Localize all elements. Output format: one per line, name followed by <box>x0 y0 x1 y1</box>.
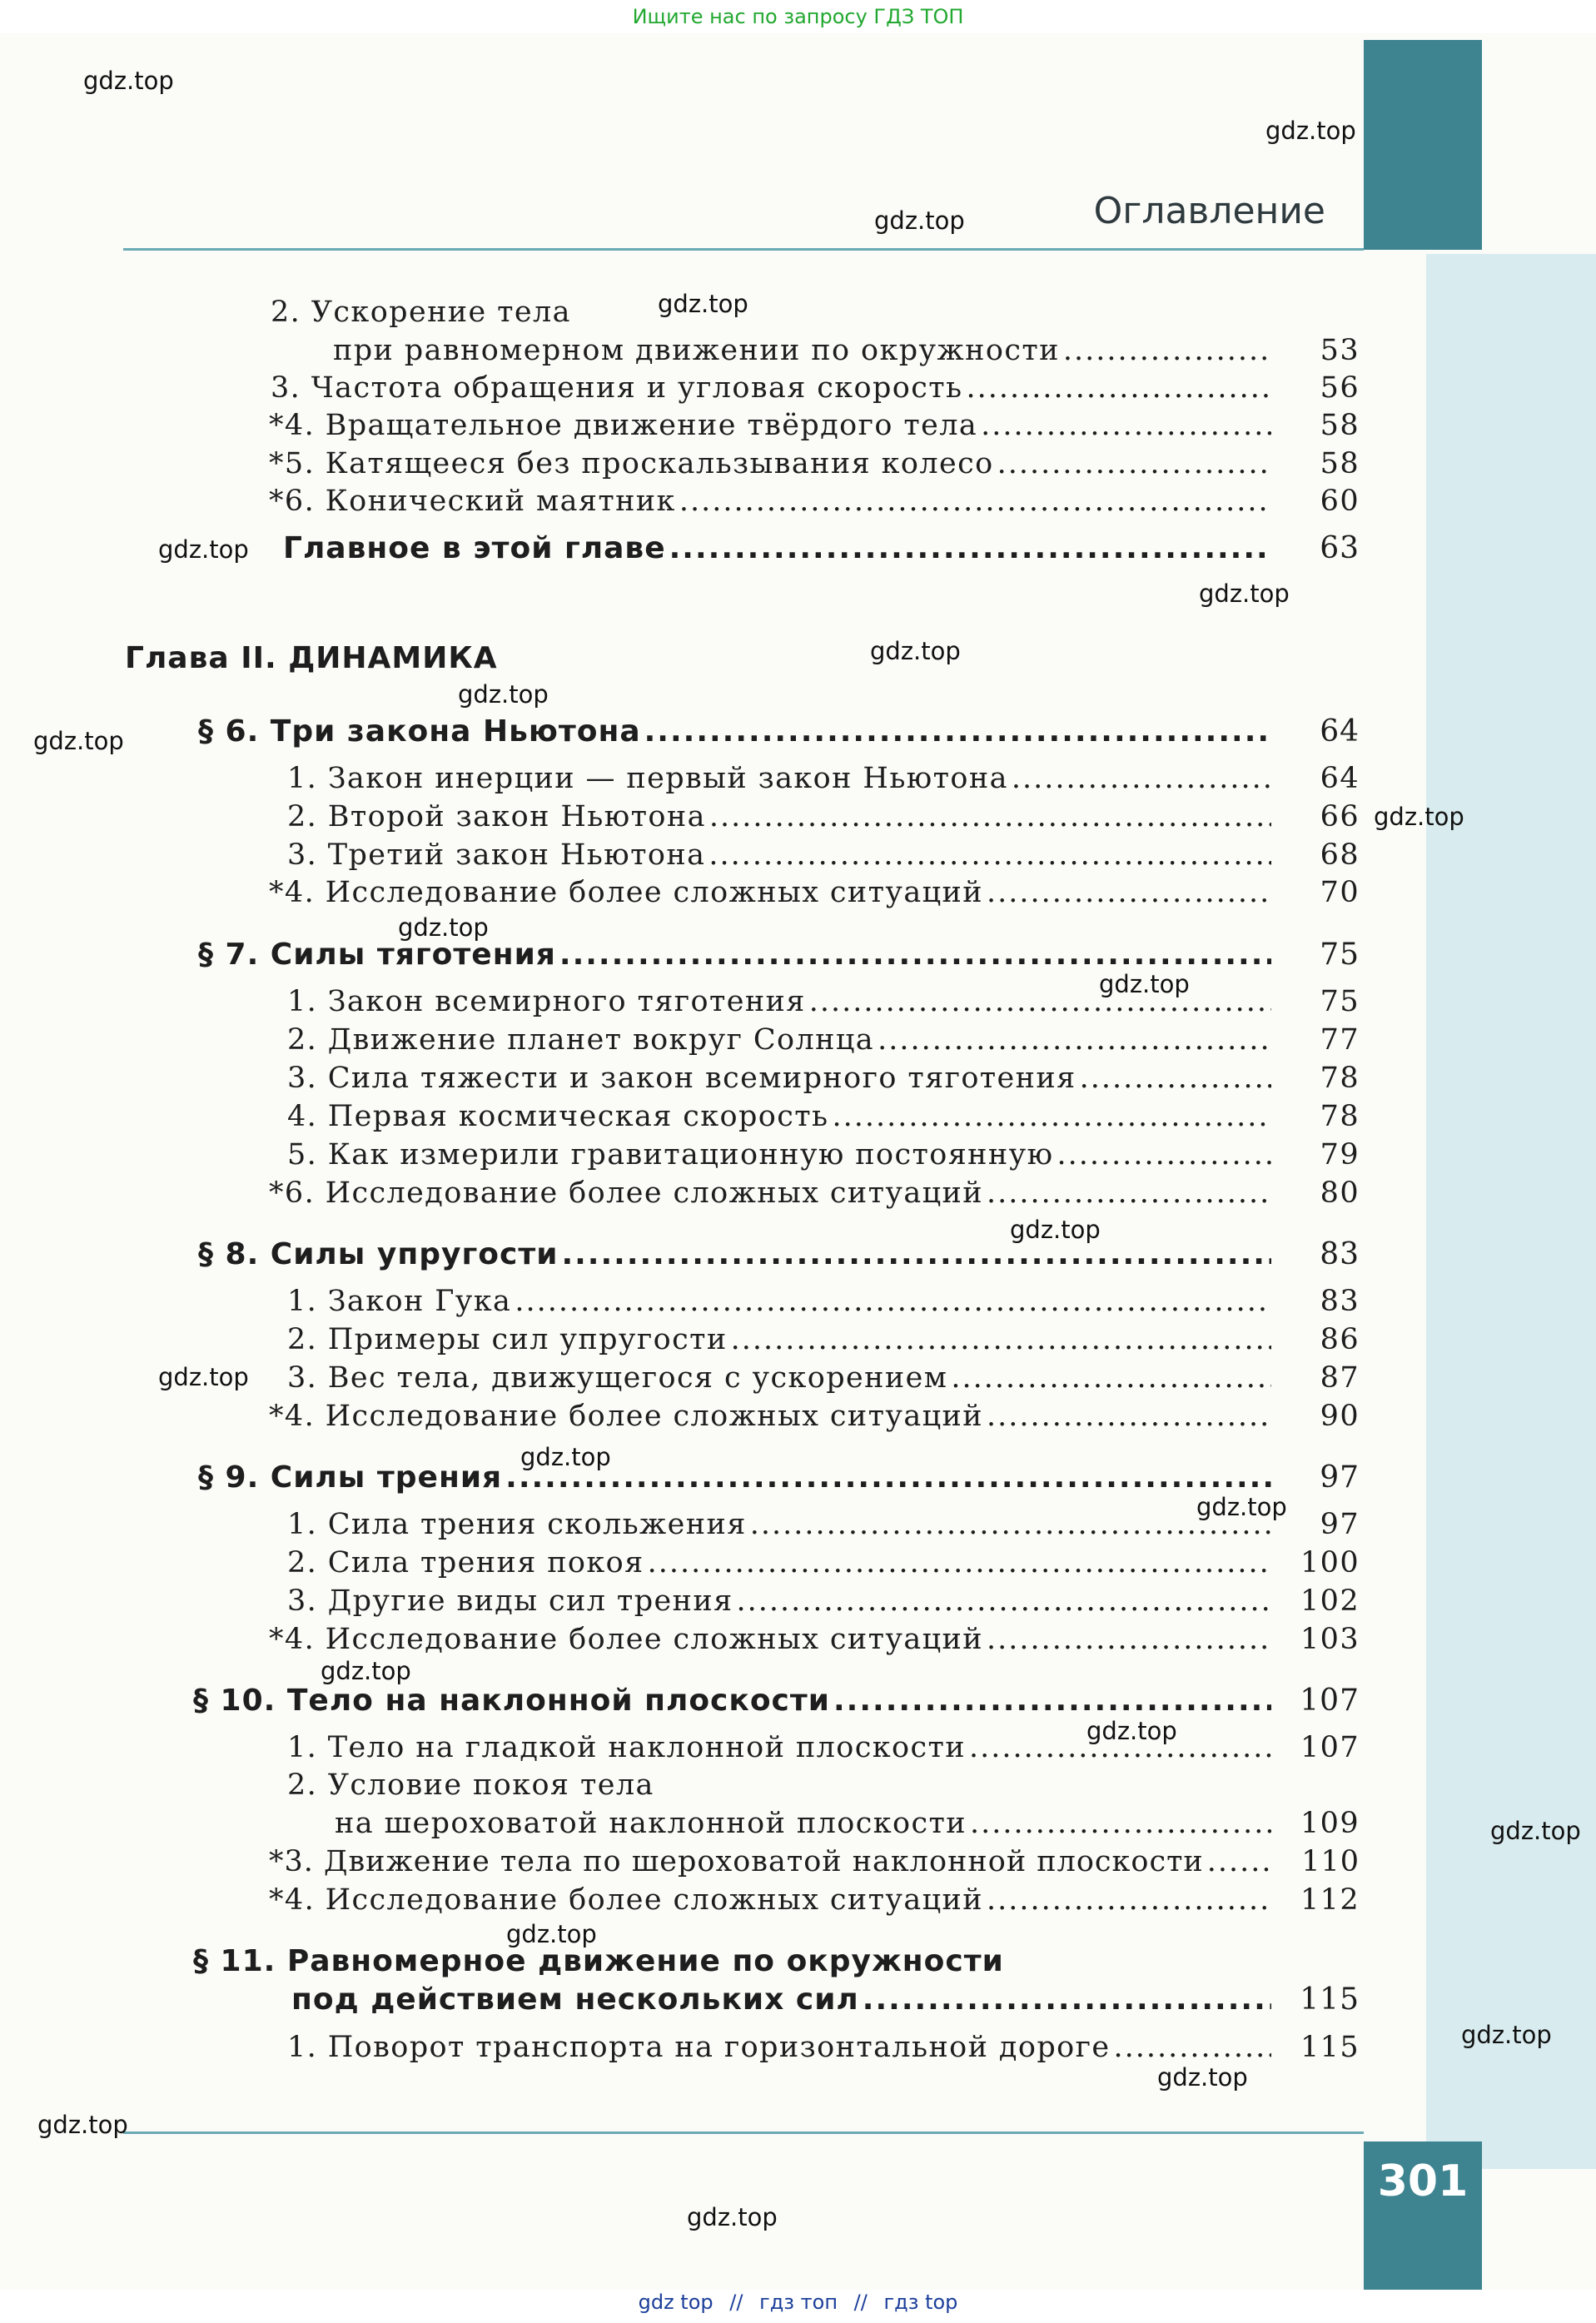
toc-page: 83 <box>1320 1285 1360 1318</box>
leader-dots <box>863 1982 1271 2017</box>
leader-dots <box>987 1623 1271 1656</box>
toc-entry: 2. Условие покоя тела <box>287 1768 654 1802</box>
watermark: gdz.top <box>1265 117 1356 145</box>
leader-dots <box>669 531 1271 565</box>
toc-page: 79 <box>1320 1138 1360 1171</box>
watermark: gdz.top <box>687 2203 778 2231</box>
toc-page: 64 <box>1320 762 1360 795</box>
toc-entry <box>287 1323 1360 1356</box>
toc-entry-label: *4. Исследование более сложных ситуаций <box>269 876 983 909</box>
toc-entry-label: 1. Закон инерции — первый закон Ньютона <box>287 762 1008 795</box>
toc-entry <box>198 1460 1360 1495</box>
leader-dots <box>833 1684 1271 1718</box>
toc-entry-label: *4. Исследование более сложных ситуаций <box>269 1883 983 1917</box>
leader-dots <box>987 1400 1271 1433</box>
toc-page: 97 <box>1320 1508 1360 1541</box>
leader-dots <box>997 447 1271 480</box>
toc-entry-label: *4. Исследование более сложных ситуаций <box>269 1623 983 1656</box>
toc-entry-label: § 10. Тело на наклонной плоскости <box>193 1684 830 1718</box>
watermark: gdz.top <box>1157 2063 1248 2092</box>
leader-dots <box>644 714 1271 749</box>
toc-entry-label: *5. Катящееся без проскальзывания колесо <box>269 447 994 480</box>
toc-entry <box>287 2031 1360 2064</box>
toc-entry <box>198 1237 1360 1271</box>
watermark: gdz.top <box>1490 1817 1581 1845</box>
page-number: 301 <box>1377 2156 1469 2206</box>
watermark: gdz.top <box>658 290 748 318</box>
toc-entry <box>283 531 1360 565</box>
leader-dots <box>648 1546 1271 1579</box>
watermark: gdz.top <box>37 2111 128 2139</box>
toc-entry-label: 2. Сила трения покоя <box>287 1546 644 1579</box>
toc-entry-label: § 9. Силы трения <box>198 1460 503 1495</box>
toc-entry-label: 3. Сила тяжести и закон всемирного тяготения <box>287 1062 1076 1095</box>
leader-dots <box>809 985 1271 1018</box>
toc-page: 63 <box>1320 531 1360 565</box>
watermark: gdz.top <box>83 67 174 95</box>
toc-page: 109 <box>1300 1807 1360 1840</box>
toc-entry-label: 2. Примеры сил упругости <box>287 1323 728 1356</box>
leader-dots <box>709 800 1271 833</box>
footer-links <box>0 2286 1596 2319</box>
toc-entry <box>287 800 1360 833</box>
toc-page: 77 <box>1320 1023 1360 1057</box>
leader-dots <box>731 1323 1271 1356</box>
toc-page: 115 <box>1300 2031 1360 2064</box>
toc-page: 70 <box>1320 876 1360 909</box>
toc-page: 75 <box>1320 985 1360 1018</box>
toc-entry <box>269 1883 1360 1917</box>
toc-entry <box>269 409 1360 442</box>
toc-page: 87 <box>1320 1361 1360 1395</box>
toc-page: 86 <box>1320 1323 1360 1356</box>
toc-entry <box>269 1400 1360 1433</box>
footer-link-gdz-top-ru[interactable]: гдз топ <box>759 2291 838 2314</box>
toc-entry-label: *6. Конический маятник <box>269 485 676 518</box>
toc-entry <box>287 1546 1360 1579</box>
watermark: gdz.top <box>874 206 965 235</box>
watermark: gdz.top <box>870 637 961 665</box>
toc-entry <box>335 1807 1360 1840</box>
toc-page: 100 <box>1300 1546 1360 1579</box>
chapter-heading: Глава II. ДИНАМИКА <box>125 641 498 675</box>
leader-dots <box>987 1176 1271 1210</box>
toc-page: 78 <box>1320 1100 1360 1133</box>
watermark: gdz.top <box>1461 2021 1552 2049</box>
toc-entry <box>269 447 1360 480</box>
watermark: gdz.top <box>321 1657 411 1685</box>
toc-entry <box>287 1138 1360 1171</box>
leader-dots <box>750 1508 1271 1541</box>
leader-dots <box>1113 2031 1271 2064</box>
leader-dots <box>987 1883 1271 1917</box>
top-banner-link[interactable]: Ищите нас по запросу ГДЗ ТОП <box>632 5 964 28</box>
watermark: gdz.top <box>506 1920 597 1948</box>
toc-page: 83 <box>1320 1237 1360 1271</box>
leader-dots <box>1207 1845 1271 1878</box>
toc-entry-label: при равномерном движении по окружности <box>333 334 1060 367</box>
toc-page: 56 <box>1320 371 1360 405</box>
toc-entry <box>287 1100 1360 1133</box>
watermark: gdz.top <box>458 680 549 709</box>
leader-dots <box>505 1460 1271 1495</box>
footer-link-gdz-top[interactable]: gdz top <box>638 2291 713 2314</box>
watermark: gdz.top <box>158 535 249 564</box>
toc-page: 66 <box>1320 800 1360 833</box>
toc-entry <box>269 485 1360 518</box>
toc-entry-label: *4. Исследование более сложных ситуаций <box>269 1400 983 1433</box>
toc-entry-label: § 7. Силы тяготения <box>198 938 556 972</box>
toc-entry <box>287 1584 1360 1618</box>
toc-entry-label: 1. Тело на гладкой наклонной плоскости <box>287 1731 966 1764</box>
toc-page: 115 <box>1300 1982 1360 2017</box>
footer-separator: // <box>853 2291 868 2314</box>
toc-entry <box>287 1062 1360 1095</box>
leader-dots <box>1012 762 1271 795</box>
toc-entry <box>287 1023 1360 1057</box>
toc-entry-label: *3. Движение тела по шероховатой наклонной плоскости <box>269 1845 1204 1878</box>
watermark: gdz.top <box>1374 803 1464 831</box>
leader-dots <box>679 485 1271 518</box>
footer-separator: // <box>729 2291 743 2314</box>
watermark: gdz.top <box>520 1443 611 1471</box>
toc-entry <box>287 1285 1360 1318</box>
toc-page: 64 <box>1320 714 1360 749</box>
toc-page: 103 <box>1300 1623 1360 1656</box>
toc-entry-label: *4. Вращательное движение твёрдого тела <box>269 409 978 442</box>
watermark: gdz.top <box>158 1363 249 1391</box>
watermark: gdz.top <box>1086 1717 1177 1745</box>
toc-entry-label: 2. Движение планет вокруг Солнца <box>287 1023 875 1057</box>
toc-entry <box>269 876 1360 909</box>
toc-page: 60 <box>1320 485 1360 518</box>
leader-dots <box>561 1237 1271 1271</box>
toc-entry <box>287 1361 1360 1395</box>
toc-entry: § 11. Равномерное движение по окружности <box>193 1944 1004 1978</box>
toc-entry-label: на шероховатой наклонной плоскости <box>335 1807 967 1840</box>
toc-entry-label: § 6. Три закона Ньютона <box>198 714 641 749</box>
toc-entry: 2. Ускорение тела <box>271 296 571 329</box>
toc-entry <box>193 1684 1360 1718</box>
toc-page: 80 <box>1320 1176 1360 1210</box>
leader-dots <box>1063 334 1271 367</box>
leader-dots <box>709 838 1271 872</box>
toc-entry-label: 1. Сила трения скольжения <box>287 1508 747 1541</box>
toc-entry <box>287 762 1360 795</box>
toc-entry-label: 1. Закон Гука <box>287 1285 512 1318</box>
toc-entry-label: Главное в этой главе <box>283 531 666 565</box>
toc-page: 107 <box>1300 1731 1360 1764</box>
toc-entry-label: 2. Второй закон Ньютона <box>287 800 706 833</box>
toc-entry <box>269 1176 1360 1210</box>
watermark: gdz.top <box>33 727 124 755</box>
toc-entry-label: 3. Третий закон Ньютона <box>287 838 706 872</box>
toc-entry <box>271 371 1360 405</box>
toc-page: 107 <box>1300 1684 1360 1718</box>
watermark: gdz.top <box>1099 970 1190 998</box>
toc-entry-label: 1. Поворот транспорта на горизонтальной дороге <box>287 2031 1111 2064</box>
leader-dots <box>981 409 1271 442</box>
toc-entry <box>269 1623 1360 1656</box>
toc-entry <box>287 838 1360 872</box>
toc-entry-label: 4. Первая космическая скорость <box>287 1100 829 1133</box>
leader-dots <box>832 1100 1271 1133</box>
toc-page: 68 <box>1320 838 1360 872</box>
toc-page: 102 <box>1300 1584 1360 1618</box>
toc-entry-label: 3. Другие виды сил трения <box>287 1584 733 1618</box>
page-title: Оглавление <box>1093 190 1325 232</box>
toc-page: 75 <box>1320 938 1360 972</box>
leader-dots <box>987 876 1271 909</box>
watermark: gdz.top <box>398 913 489 942</box>
toc-page: 58 <box>1320 409 1360 442</box>
leader-dots <box>515 1285 1271 1318</box>
toc-page: 90 <box>1320 1400 1360 1433</box>
leader-dots <box>1080 1062 1271 1095</box>
toc-entry <box>198 938 1360 972</box>
toc-entry <box>287 1731 1360 1764</box>
toc-page: 58 <box>1320 447 1360 480</box>
toc-entry-label: *6. Исследование более сложных ситуаций <box>269 1176 983 1210</box>
leader-dots <box>1057 1138 1271 1171</box>
toc-entry-label: 1. Закон всемирного тяготения <box>287 985 806 1018</box>
toc-entry-label: 5. Как измерили гравитационную постоянную <box>287 1138 1054 1171</box>
toc-page: 97 <box>1320 1460 1360 1495</box>
toc-entry <box>333 334 1360 367</box>
leader-dots <box>559 938 1271 972</box>
watermark: gdz.top <box>1199 580 1290 608</box>
watermark: gdz.top <box>1196 1493 1287 1521</box>
watermark: gdz.top <box>1010 1216 1101 1244</box>
toc-page: 110 <box>1301 1845 1360 1878</box>
toc-entry <box>269 1845 1360 1878</box>
leader-dots <box>966 371 1271 405</box>
toc-entry-label: 3. Вес тела, движущегося с ускорением <box>287 1361 948 1395</box>
toc-entry <box>287 985 1360 1018</box>
toc-entry <box>198 714 1360 749</box>
leader-dots <box>951 1361 1271 1395</box>
toc-entry-label: 3. Частота обращения и угловая скорость <box>271 371 963 405</box>
toc-entry <box>291 1982 1360 2017</box>
leader-dots <box>878 1023 1271 1057</box>
leader-dots <box>970 1807 1271 1840</box>
footer-link-gdz-top-mixed[interactable]: гдз top <box>883 2291 958 2314</box>
leader-dots <box>737 1584 1271 1618</box>
toc-entry-label: § 8. Силы упругости <box>198 1237 559 1271</box>
toc-page: 78 <box>1320 1062 1360 1095</box>
toc-page: 112 <box>1300 1883 1360 1917</box>
toc-entry-label: под действием нескольких сил <box>291 1982 859 2017</box>
toc-page: 53 <box>1320 334 1360 367</box>
